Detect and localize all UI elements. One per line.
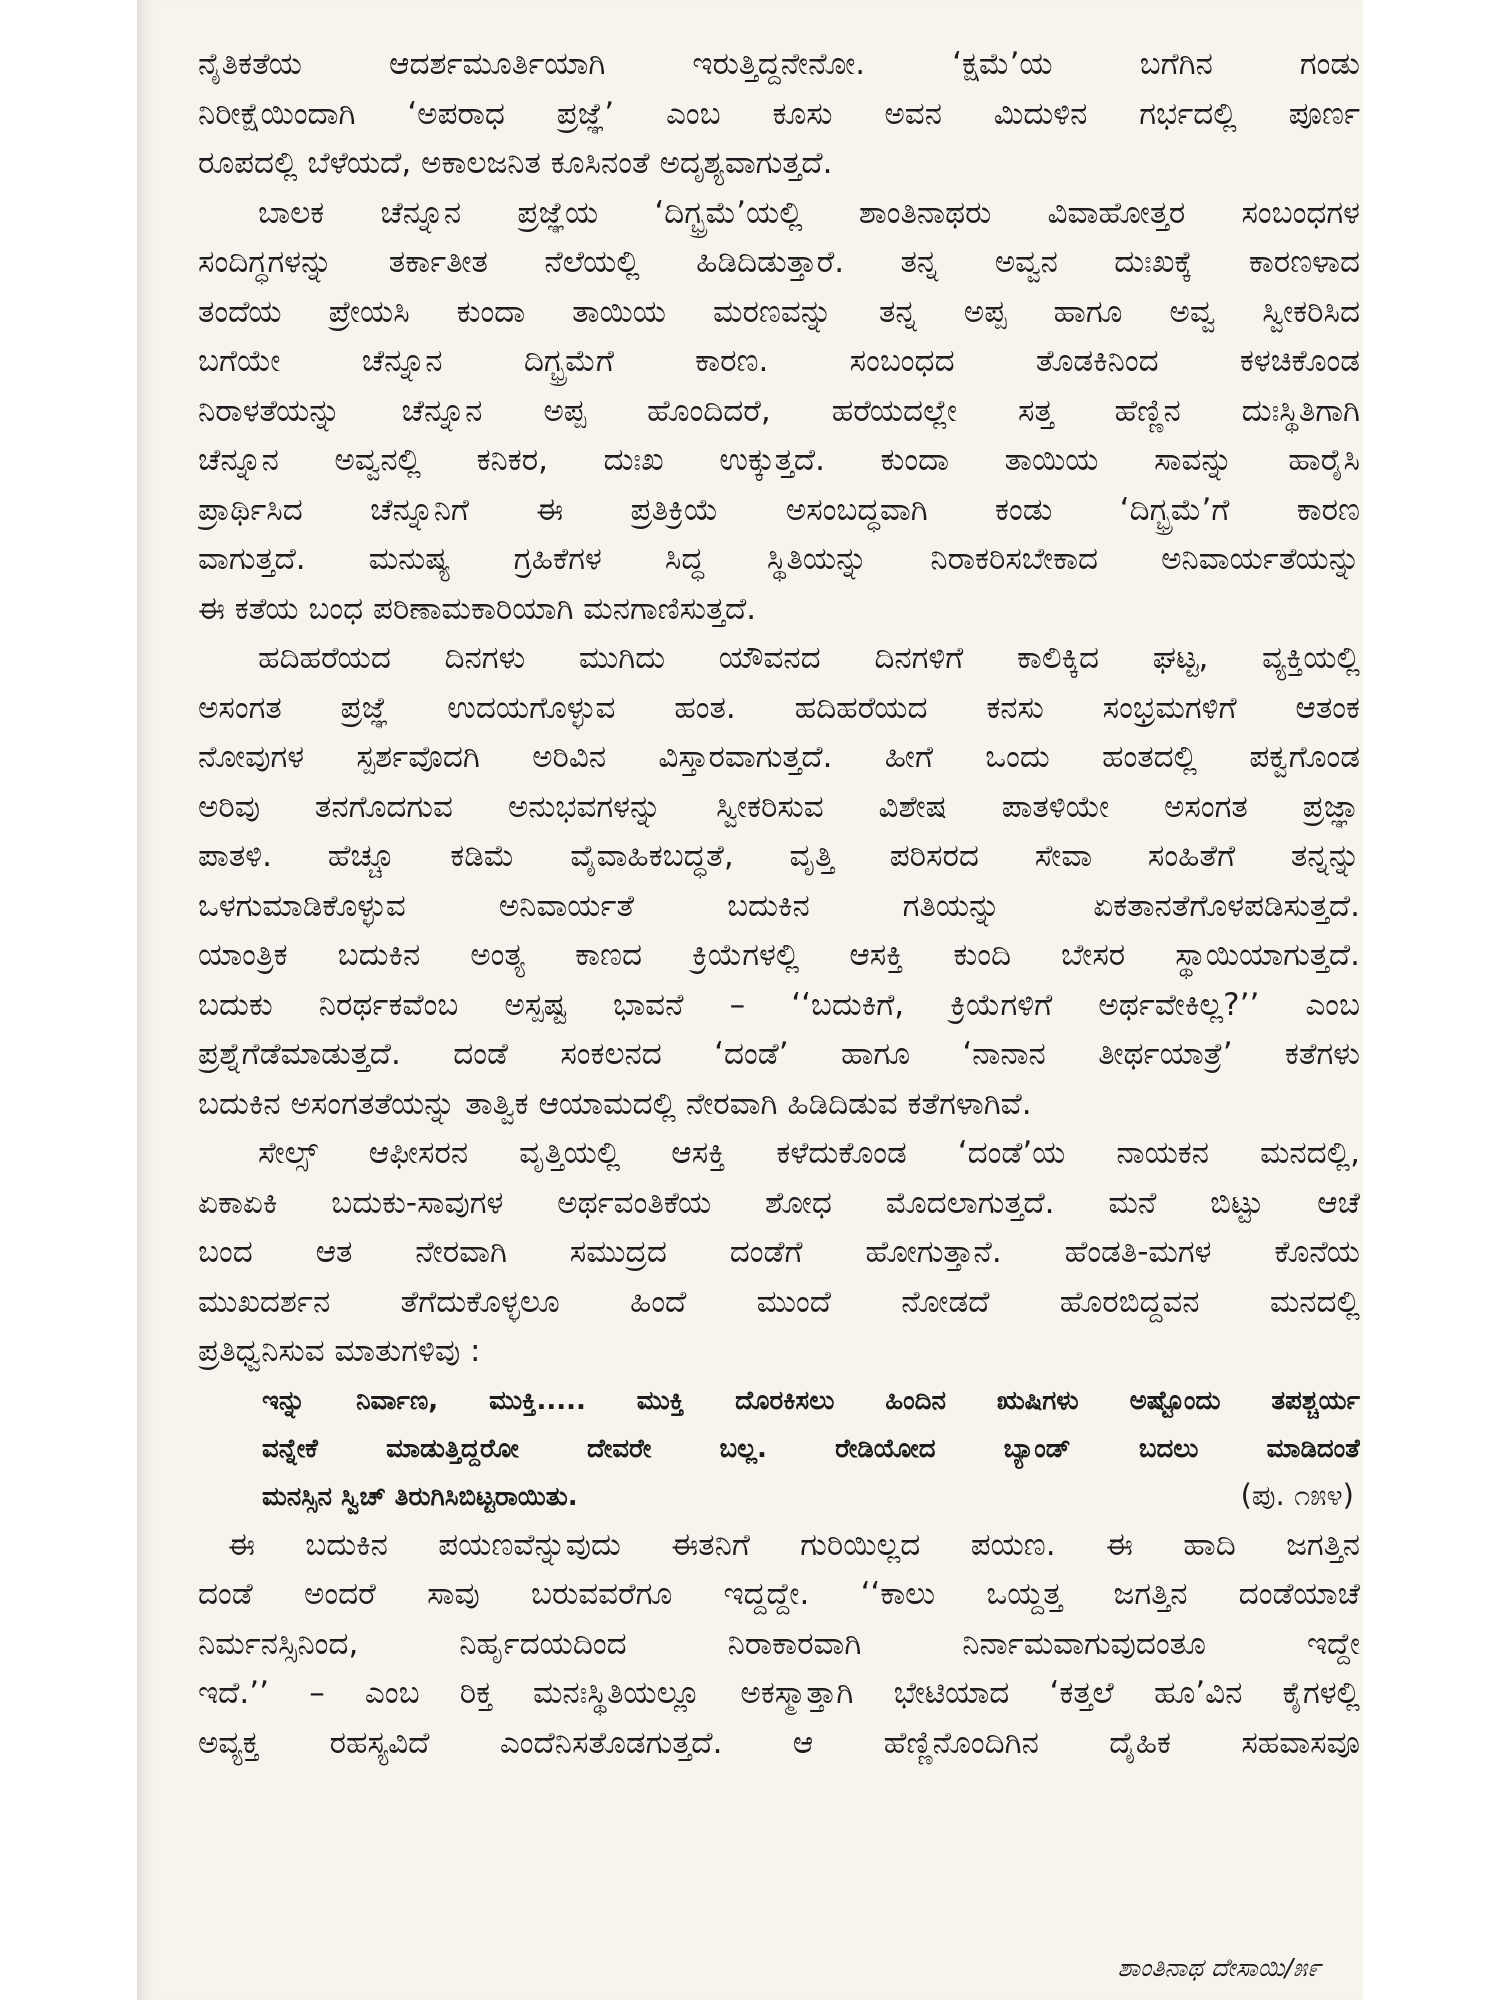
paragraph	[198, 40, 1360, 189]
text-line: ಬದುಕು ನಿರರ್ಥಕವೆಂಬ ಅಸ್ಪಷ್ಟ ಭಾವನೆ – ‘‘ಬದುಕಿಗೆ, ಕ್ರಿಯೆಗಳಿಗೆ ಅರ್ಥವೇಕಿಲ್ಲ?’’ ಎಂಬ	[198, 986, 1360, 1023]
text-line: ಇದೆ.’’ – ಎಂಬ ರಿಕ್ತ ಮನಃಸ್ಥಿತಿಯಲ್ಲೂ ಅಕಸ್ಮಾತ್ತಾಗಿ ಭೇಟಿಯಾದ ‘ಕತ್ತಲೆ ಹೂ’ವಿನ ಕೈಗಳಲ್ಲಿ	[198, 1675, 1360, 1711]
quote-last-row	[262, 1473, 1360, 1521]
text-line: ನೈತಿಕತೆಯ ಆದರ್ಶಮೂರ್ತಿಯಾಗಿ ಇರುತ್ತಿದ್ದನೇನೋ. ‘ಕ್ಷಮೆ’ಯ ಬಗೆಗಿನ ಗಂಡು	[198, 46, 1360, 82]
text-line: ಏಕಾಏಕಿ ಬದುಕು-ಸಾವುಗಳ ಅರ್ಥವಂತಿಕೆಯ ಶೋಧ ಮೊದಲಾಗುತ್ತದೆ. ಮನೆ ಬಿಟ್ಟು ಆಚೆ	[198, 1184, 1360, 1221]
text-line: ದಂಡೆ ಅಂದರೆ ಸಾವು ಬರುವವರೆಗೂ ಇದ್ದದ್ದೇ. ‘‘ಕಾಲು ಒಯ್ದತ್ತ ಜಗತ್ತಿನ ದಂಡೆಯಾಚೆ	[198, 1576, 1360, 1612]
text-line: ನೋವುಗಳ ಸ್ಪರ್ಶವೊದಗಿ ಅರಿವಿನ ವಿಸ್ತಾರವಾಗುತ್ತದೆ. ಹೀಗೆ ಒಂದು ಹಂತದಲ್ಲಿ ಪಕ್ವಗೊಂಡ	[198, 739, 1360, 775]
text-line: ಬದುಕಿನ ಅಸಂಗತತೆಯನ್ನು ತಾತ್ವಿಕ ಆಯಾಮದಲ್ಲಿ ನೇರವಾಗಿ ಹಿಡಿದಿಡುವ ಕತೆಗಳಾಗಿವೆ.	[198, 1085, 1032, 1122]
text-line: ನಿರೀಕ್ಷೆಯಿಂದಾಗಿ ‘ಅಪರಾಧ ಪ್ರಜ್ಞೆ’ ಎಂಬ ಕೂಸು ಅವನ ಮಿದುಳಿನ ಗರ್ಭದಲ್ಲಿ ಪೂರ್ಣ	[198, 95, 1360, 132]
paragraph	[198, 1129, 1360, 1377]
text-line: ತಂದೆಯ ಪ್ರೇಯಸಿ ಕುಂದಾ ತಾಯಿಯ ಮರಣವನ್ನು ತನ್ನ ಅಪ್ಪ ಹಾಗೂ ಅವ್ವ ಸ್ವೀಕರಿಸಿದ	[198, 293, 1360, 330]
text-line: ಸೇಲ್ಸ್ ಆಫೀಸರನ ವೃತ್ತಿಯಲ್ಲಿ ಆಸಕ್ತಿ ಕಳೆದುಕೊಂಡ ‘ದಂಡೆ’ಯ ನಾಯಕನ ಮನದಲ್ಲಿ,	[258, 1135, 1360, 1171]
quote-line: ಮನಸ್ಸಿನ ಸ್ವಿಚ್ ತಿರುಗಿಸಿಬಿಟ್ಟರಾಯಿತು.	[262, 1481, 578, 1512]
text-line: ಅವ್ಯಕ್ತ ರಹಸ್ಯವಿದೆ ಎಂದೆನಿಸತೊಡಗುತ್ತದೆ. ಆ ಹೆಣ್ಣಿನೊಂದಿಗಿನ ದೈಹಿಕ ಸಹವಾಸವೂ	[198, 1724, 1360, 1761]
text-line: ಅರಿವು ತನಗೊದಗುವ ಅನುಭವಗಳನ್ನು ಸ್ವೀಕರಿಸುವ ವಿಶೇಷ ಪಾತಳಿಯೇ ಅಸಂಗತ ಪ್ರಜ್ಞಾ	[198, 788, 1360, 825]
text-line: ಈ ಕತೆಯ ಬಂಧ ಪರಿಣಾಮಕಾರಿಯಾಗಿ ಮನಗಾಣಿಸುತ್ತದೆ.	[198, 590, 757, 627]
text-line: ಅಸಂಗತ ಪ್ರಜ್ಞೆ ಉದಯಗೊಳ್ಳುವ ಹಂತ. ಹದಿಹರೆಯದ ಕನಸು ಸಂಭ್ರಮಗಳಿಗೆ ಆತಂಕ	[198, 689, 1360, 726]
page-reference: (ಪು. ೧೫೪)	[1240, 1477, 1354, 1512]
text-line: ಬಗೆಯೇ ಚೆನ್ನೂನ ದಿಗ್ಭ್ರಮೆಗೆ ಕಾರಣ. ಸಂಬಂಧದ ತೊಡಕಿನಿಂದ ಕಳಚಿಕೊಂಡ	[198, 343, 1360, 379]
text-line: ಒಳಗುಮಾಡಿಕೊಳ್ಳುವ ಅನಿವಾರ್ಯತೆ ಬದುಕಿನ ಗತಿಯನ್ನು ಏಕತಾನತೆಗೊಳಪಡಿಸುತ್ತದೆ.	[198, 887, 1360, 924]
text-line: ಬಾಲಕ ಚೆನ್ನೂನ ಪ್ರಜ್ಞೆಯ ‘ದಿಗ್ಭ್ರಮೆ’ಯಲ್ಲಿ ಶಾಂತಿನಾಥರು ವಿವಾಹೋತ್ತರ ಸಂಬಂಧಗಳ	[258, 194, 1360, 231]
block-quote	[262, 1377, 1360, 1521]
text-line: ಮುಖದರ್ಶನ ತೆಗೆದುಕೊಳ್ಳಲೂ ಹಿಂದೆ ಮುಂದೆ ನೋಡದೆ ಹೊರಬಿದ್ದವನ ಮನದಲ್ಲಿ	[198, 1283, 1360, 1320]
page-body	[198, 40, 1360, 1768]
text-line: ಹದಿಹರೆಯದ ದಿನಗಳು ಮುಗಿದು ಯೌವನದ ದಿನಗಳಿಗೆ ಕಾಲಿಕ್ಕಿದ ಘಟ್ಟ, ವ್ಯಕ್ತಿಯಲ್ಲಿ	[258, 640, 1360, 676]
book-page	[137, 0, 1363, 2000]
text-line: ಪ್ರಾರ್ಥಿಸಿದ ಚೆನ್ನೂನಿಗೆ ಈ ಪ್ರತಿಕ್ರಿಯೆ ಅಸಂಬದ್ಧವಾಗಿ ಕಂಡು ‘ದಿಗ್ಭ್ರಮೆ’ಗೆ ಕಾರಣ	[198, 491, 1360, 528]
text-line: ಬಂದ ಆತ ನೇರವಾಗಿ ಸಮುದ್ರದ ದಂಡೆಗೆ ಹೋಗುತ್ತಾನೆ. ಹೆಂಡತಿ-ಮಗಳ ಕೊನೆಯ	[198, 1234, 1360, 1270]
text-line: ರೂಪದಲ್ಲಿ ಬೆಳೆಯದೆ, ಅಕಾಲಜನಿತ ಕೂಸಿನಂತೆ ಅದೃಶ್ಯವಾಗುತ್ತದೆ.	[198, 145, 833, 181]
text-line: ಸಂದಿಗ್ಧಗಳನ್ನು ತರ್ಕಾತೀತ ನೆಲೆಯಲ್ಲಿ ಹಿಡಿದಿಡುತ್ತಾರೆ. ತನ್ನ ಅವ್ವನ ದುಃಖಕ್ಕೆ ಕಾರಣಳಾದ	[198, 244, 1360, 280]
text-line: ಪ್ರಶ್ನೆಗೆಡೆಮಾಡುತ್ತದೆ. ದಂಡೆ ಸಂಕಲನದ ‘ದಂಡೆ’ ಹಾಗೂ ‘ನಾನಾನ ತೀರ್ಥಯಾತ್ರೆ’ ಕತೆಗಳು	[198, 1036, 1360, 1072]
text-line: ಚೆನ್ನೂನ ಅವ್ವನಲ್ಲಿ ಕನಿಕರ, ದುಃಖ ಉಕ್ಕುತ್ತದೆ. ಕುಂದಾ ತಾಯಿಯ ಸಾವನ್ನು ಹಾರೈಸಿ	[198, 442, 1360, 478]
quote-line: ಇನ್ನು ನಿರ್ವಾಣ, ಮುಕ್ತಿ..... ಮುಕ್ತಿ ದೊರಕಿಸಲು ಹಿಂದಿನ ಋಷಿಗಳು ಅಷ್ಟೊಂದು ತಪಶ್ಚರ್ಯ	[262, 1385, 1360, 1416]
text-line: ಈ ಬದುಕಿನ ಪಯಣವೆನ್ನುವುದು ಈತನಿಗೆ ಗುರಿಯಿಲ್ಲದ ಪಯಣ. ಈ ಹಾದಿ ಜಗತ್ತಿನ	[228, 1526, 1360, 1563]
paragraph	[198, 634, 1360, 1129]
text-line: ಪ್ರತಿಧ್ವನಿಸುವ ಮಾತುಗಳಿವು :	[198, 1333, 481, 1369]
quote-line: ವನ್ನೇಕೆ ಮಾಡುತ್ತಿದ್ದರೋ ದೇವರೇ ಬಲ್ಲ. ರೇಡಿಯೋದ ಬ್ಯಾಂಡ್ ಬದಲು ಮಾಡಿದಂತೆ	[262, 1433, 1360, 1464]
running-footer: ಶಾಂತಿನಾಥ ದೇಸಾಯಿ/೫೯	[1117, 1953, 1321, 1982]
text-line: ಯಾಂತ್ರಿಕ ಬದುಕಿನ ಅಂತ್ಯ ಕಾಣದ ಕ್ರಿಯೆಗಳಲ್ಲಿ ಆಸಕ್ತಿ ಕುಂದಿ ಬೇಸರ ಸ್ಥಾಯಿಯಾಗುತ್ತದೆ.	[198, 937, 1360, 973]
text-line: ನಿರ್ಮನಸ್ಸಿನಿಂದ, ನಿರ್ಹೃದಯದಿಂದ ನಿರಾಕಾರವಾಗಿ ನಿರ್ನಾಮವಾಗುವುದಂತೂ ಇದ್ದೇ	[198, 1625, 1360, 1662]
text-line: ಪಾತಳಿ. ಹೆಚ್ಚೂ ಕಡಿಮೆ ವೈವಾಹಿಕಬದ್ಧತೆ, ವೃತ್ತಿ ಪರಿಸರದ ಸೇವಾ ಸಂಹಿತೆಗೆ ತನ್ನನ್ನು	[198, 838, 1360, 874]
text-line: ನಿರಾಳತೆಯನ್ನು ಚೆನ್ನೂನ ಅಪ್ಪ ಹೊಂದಿದರೆ, ಹರೆಯದಲ್ಲೇ ಸತ್ತ ಹೆಣ್ಣಿನ ದುಃಸ್ಥಿತಿಗಾಗಿ	[198, 392, 1360, 429]
text-line: ವಾಗುತ್ತದೆ. ಮನುಷ್ಯ ಗ್ರಹಿಕೆಗಳ ಸಿದ್ಧ ಸ್ಥಿತಿಯನ್ನು ನಿರಾಕರಿಸಬೇಕಾದ ಅನಿವಾರ್ಯತೆಯನ್ನು	[198, 541, 1360, 577]
paragraph	[198, 1521, 1360, 1769]
paragraph	[198, 189, 1360, 635]
